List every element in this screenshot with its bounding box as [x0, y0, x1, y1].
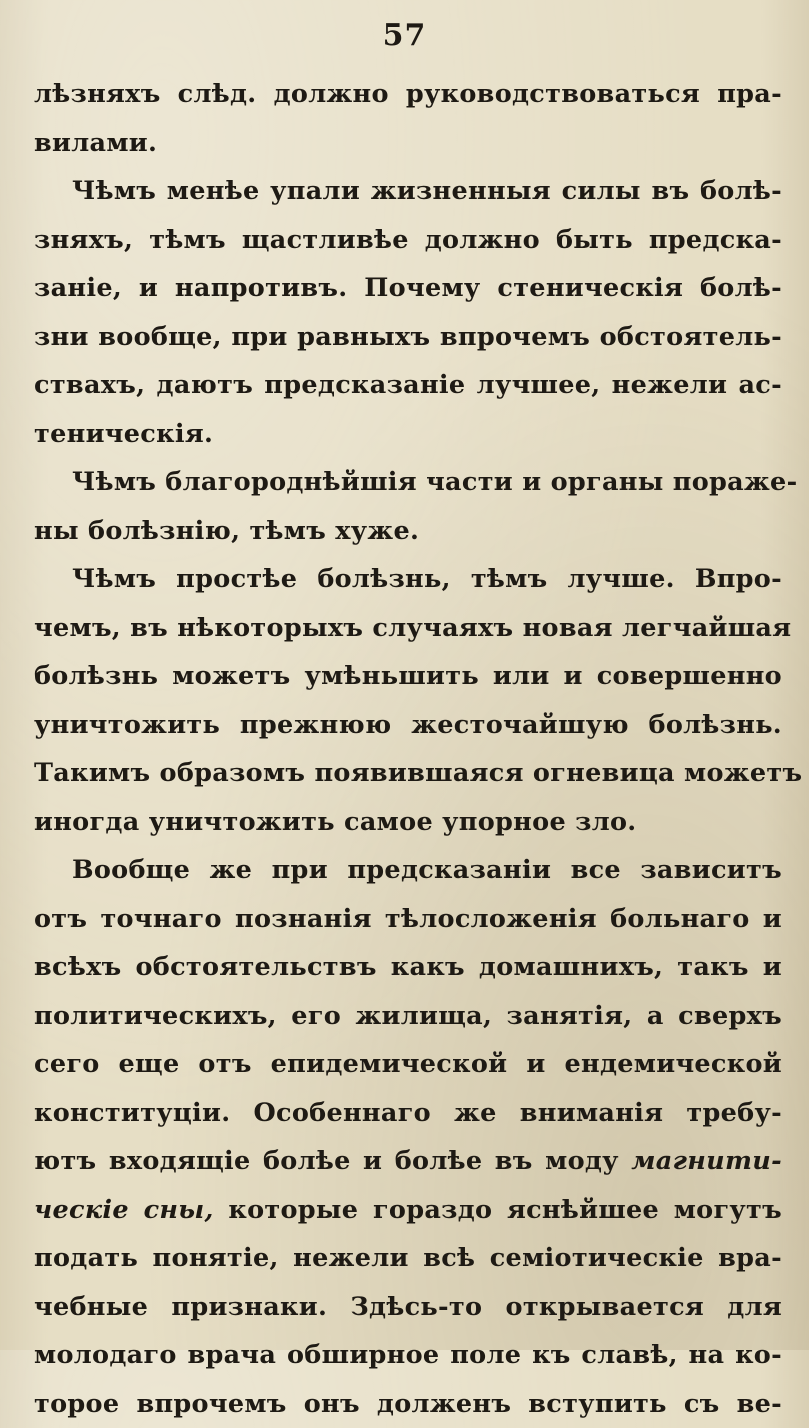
text-line: чемъ, въ нѣкоторыхъ случаяхъ новая легчайшая — [34, 604, 782, 653]
text-line: Чѣмъ менѣе упали жизненныя силы въ болѣ- — [34, 167, 782, 216]
text-line: конституціи. Особеннаго же вниманія требу- — [34, 1089, 782, 1138]
italic-phrase: ческіе сны, — [34, 1195, 214, 1225]
text-line: вилами. — [34, 119, 782, 168]
text-segment: ютъ входящіе болѣе и болѣе въ моду — [34, 1146, 619, 1176]
text-line: болѣзнь можетъ умѣньшить или и совершенно — [34, 652, 782, 701]
text-line: Такимъ образомъ появившаяся огневица можетъ — [34, 749, 782, 798]
text-line: лѣзняхъ слѣд. должно руководствоваться пра- — [34, 70, 782, 119]
text-line: иногда уничтожить самое упорное зло. — [34, 798, 782, 847]
text-line — [34, 1137, 782, 1186]
text-line: чебные признаки. Здѣсь-то открывается для — [34, 1283, 782, 1332]
text-line: Вообще же при предсказаніи все зависитъ — [34, 846, 782, 895]
text-line: Чѣмъ благороднѣйшія части и органы пораже- — [34, 458, 782, 507]
text-line: Чѣмъ простѣе болѣзнь, тѣмъ лучше. Впро- — [34, 555, 782, 604]
page-body — [34, 70, 782, 1428]
text-line: сего еще отъ епидемической и ендемической — [34, 1040, 782, 1089]
text-line: торое впрочемъ онъ долженъ вступить съ ве- — [34, 1380, 782, 1428]
text-line: зняхъ, тѣмъ щастливѣе должно быть предска- — [34, 216, 782, 265]
text-line: отъ точнаго познанія тѣлосложенія больнаго и — [34, 895, 782, 944]
text-line: подать понятіе, нежели всѣ семіотическіе вра- — [34, 1234, 782, 1283]
text-line: политическихъ, его жилища, занятія, а сверхъ — [34, 992, 782, 1041]
page-number: 57 — [0, 18, 809, 53]
text-line: заніе, и напротивъ. Почему стеническія болѣ- — [34, 264, 782, 313]
text-line: ствахъ, даютъ предсказаніе лучшее, нежели ас- — [34, 361, 782, 410]
text-line: всѣхъ обстоятельствъ какъ домашнихъ, такъ и — [34, 943, 782, 992]
text-segment: которые гораздо яснѣйшее могутъ — [228, 1195, 782, 1225]
text-line: теническія. — [34, 410, 782, 459]
text-line: ны болѣзнію, тѣмъ хуже. — [34, 507, 782, 556]
italic-phrase: магнити- — [631, 1146, 782, 1176]
text-line: уничтожить прежнюю жесточайшую болѣзнь. — [34, 701, 782, 750]
text-line: молодаго врача обширное поле къ славѣ, на ко- — [34, 1331, 782, 1380]
text-line: зни вообще, при равныхъ впрочемъ обстоятель- — [34, 313, 782, 362]
text-line — [34, 1186, 782, 1235]
